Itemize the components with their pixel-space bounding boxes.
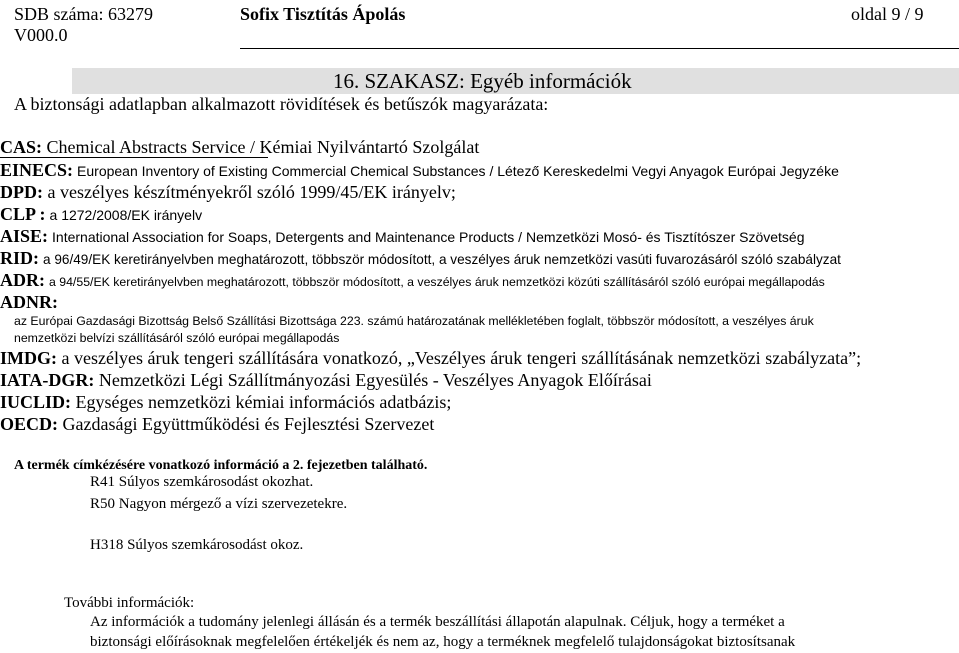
abbr-text: International Association for Soaps, Detergents and Maintenance Products / Nemzetközi Mosó- és Tisztítószer Szövetség — [52, 229, 805, 245]
adnr-text-line-2: nemzetközi belvízi szállításáról szóló európai megállapodás — [14, 331, 340, 345]
abbr-label: RID: — [0, 248, 39, 268]
h318-phrase: H318 Súlyos szemkárosodást okoz. — [90, 537, 304, 553]
abbr-label: IMDG: — [0, 348, 57, 368]
further-info-heading: További információk: — [64, 595, 195, 611]
labeling-heading: A termék címkézésére vonatkozó információ a 2. fejezetben található. — [14, 458, 428, 473]
abbr-label: ADR: — [0, 270, 45, 290]
abbr-row-rid — [0, 248, 841, 269]
further-info-line-1: Az információk a tudomány jelenlegi állásán és a termék beszállítási állapotán alapulnak. Céljuk, hogy a terméket a — [90, 614, 785, 630]
abbr-text: Nemzetközi Légi Szállítmányozási Egyesülés - Veszélyes Anyagok Előírásai — [98, 370, 652, 390]
r41-phrase: R41 Súlyos szemkárosodást okozhat. — [90, 474, 314, 490]
abbr-text: European Inventory of Existing Commercial Chemical Substances / Létező Kereskedelmi Vegyi Anyagok Európai Jegyzéke — [77, 163, 839, 179]
abbr-row-aise — [0, 226, 805, 247]
abbr-label: ADNR: — [0, 292, 58, 312]
abbr-label: IUCLID: — [0, 392, 72, 412]
abbr-label: IATA-DGR: — [0, 370, 95, 390]
abbr-label: OECD: — [0, 414, 58, 434]
abbr-label: CAS: — [0, 137, 43, 157]
r50-phrase: R50 Nagyon mérgező a vízi szervezetekre. — [90, 496, 348, 512]
abbr-row-cas — [0, 137, 479, 158]
abbr-row-adnr — [0, 292, 58, 313]
abbr-label: DPD: — [0, 182, 43, 202]
abbr-row-iata-dgr — [0, 370, 652, 391]
abbr-row-einecs — [0, 160, 839, 181]
product-name: Sofix Tisztítás Ápolás — [240, 4, 406, 24]
abbr-row-oecd — [0, 414, 434, 435]
page-indicator: oldal 9 / 9 — [851, 4, 924, 24]
abbr-text: a 94/55/EK keretirányelvben meghatározott, többször módosított, a veszélyes áruk nemzetközi közúti szállításáról szóló európai megállapodás — [49, 275, 825, 289]
sdb-number: SDB száma: 63279 — [14, 4, 153, 24]
header-rule — [240, 48, 959, 49]
abbr-row-imdg — [0, 348, 861, 369]
abbr-text: a 1272/2008/EK irányelv — [49, 207, 203, 223]
further-info-line-2: biztonsági előírásoknak megfelelően értékeljék és nem az, hogy a terméknek megfelelő tulajdonságokat biztosítsanak — [90, 634, 796, 650]
version-label: V000.0 — [14, 25, 68, 45]
abbr-text: Chemical Abstracts Service / Kémiai Nyilvántartó Szolgálat — [46, 137, 480, 157]
abbr-text: Egységes nemzetközi kémiai információs adatbázis; — [75, 392, 452, 412]
underline-rule — [0, 157, 268, 158]
abbr-row-adr — [0, 270, 825, 291]
abbr-label: EINECS: — [0, 160, 74, 180]
adnr-text-line-1: az Európai Gazdasági Bizottság Belső Szállítási Bizottsága 223. számú határozatának mellékletében foglalt, többször módosított, a veszélyes áruk — [14, 314, 814, 328]
abbr-text: a veszélyes áruk tengeri szállítására vonatkozó, „Veszélyes áruk tengeri szállításának nemzetközi szabályzata”; — [61, 348, 862, 368]
abbr-label: CLP : — [0, 204, 46, 224]
abbr-text: Gazdasági Együttműködési és Fejlesztési Szervezet — [62, 414, 435, 434]
abbr-row-dpd — [0, 182, 456, 203]
abbr-text: a 96/49/EK keretirányelvben meghatározott, többször módosított, a veszélyes áruk nemzetközi vasúti fuvarozásáról szóló szabályzat — [43, 252, 841, 267]
section-subtitle: A biztonsági adatlapban alkalmazott rövidítések és betűszók magyarázata: — [14, 94, 549, 114]
abbr-row-clp — [0, 204, 202, 225]
section-title: 16. SZAKASZ: Egyéb információk — [333, 69, 632, 93]
abbr-row-iuclid — [0, 392, 451, 413]
abbr-label: AISE: — [0, 226, 49, 246]
abbr-text: a veszélyes készítményekről szóló 1999/45/EK irányelv; — [47, 182, 456, 202]
